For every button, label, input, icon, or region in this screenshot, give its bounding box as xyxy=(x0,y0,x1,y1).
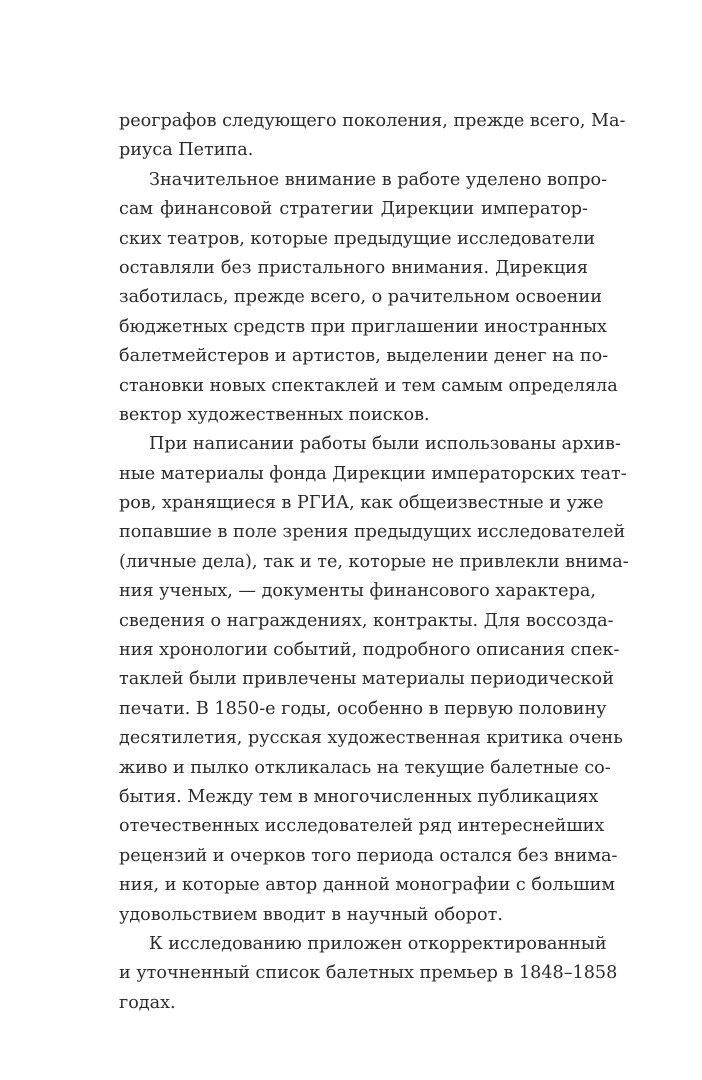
text-line: ные материалы фонда Дирекции императорских теат- xyxy=(119,463,627,484)
text-line: ских театров, которые предыдущие исследователи xyxy=(119,228,595,249)
text-line: оставляли без пристального внимания. Дирекция xyxy=(119,257,588,278)
text-line: рецензий и очерков того периода остался без внима- xyxy=(119,845,618,866)
text-line: вектор художественных поисков. xyxy=(119,404,430,425)
text-line: риуса Петипа. xyxy=(119,140,254,161)
text-line: ров, хранящиеся в РГИА, как общеизвестные и уже xyxy=(119,493,604,514)
paragraph-4 xyxy=(119,930,618,1018)
body-text xyxy=(119,107,629,1018)
text-line: бытия. Между тем в многочисленных публикациях xyxy=(119,786,599,807)
paragraph-2 xyxy=(119,166,618,431)
text-line: живо и пылко откликалась на текущие балетные со- xyxy=(119,757,611,778)
text-line: и уточненный список балетных премьер в 1848–1858 xyxy=(119,963,618,984)
text-line: отечественных исследователей ряд интереснейших xyxy=(119,816,605,837)
text-line: печати. В 1850-е годы, особенно в первую половину xyxy=(119,698,607,719)
text-line: сам финансовой стратегии Дирекции император- xyxy=(119,199,588,220)
text-line: ния хронологии событий, подробного описания спек- xyxy=(119,640,620,661)
text-line: удовольствием вводит в научный оборот. xyxy=(119,904,503,925)
text-line: ния, и которые автор данной монографии с большим xyxy=(119,875,616,896)
text-line: бюджетных средств при приглашении иностранных xyxy=(119,316,607,337)
text-line: балетмейстеров и артистов, выделении денег на по- xyxy=(119,346,609,367)
text-line: становки новых спектаклей и тем самым определяла xyxy=(119,375,618,396)
text-line: реографов следующего поколения, прежде всего, Ма- xyxy=(119,111,626,131)
text-line: Значительное внимание в работе уделено вопро- xyxy=(149,169,608,190)
text-line: (личные дела), так и те, которые не привлекли внима- xyxy=(119,551,629,572)
text-line: десятилетия, русская художественная критика очень xyxy=(119,728,623,749)
text-line: сведения о награждениях, контракты. Для воссозда- xyxy=(119,610,614,631)
paragraph-1 xyxy=(119,107,626,166)
text-line: таклей были привлечены материалы периодической xyxy=(119,669,614,690)
text-line: К исследованию приложен откорректированный xyxy=(149,933,607,954)
text-line: При написании работы были использованы архив- xyxy=(149,434,621,455)
text-line: попавшие в поле зрения предыдущих исследователей xyxy=(119,522,626,543)
text-line: ния ученых, — документы финансового характера, xyxy=(119,581,596,602)
text-line: годах. xyxy=(119,992,176,1013)
text-line: заботилась, прежде всего, о рачительном освоении xyxy=(119,287,602,308)
paragraph-3 xyxy=(119,430,629,930)
